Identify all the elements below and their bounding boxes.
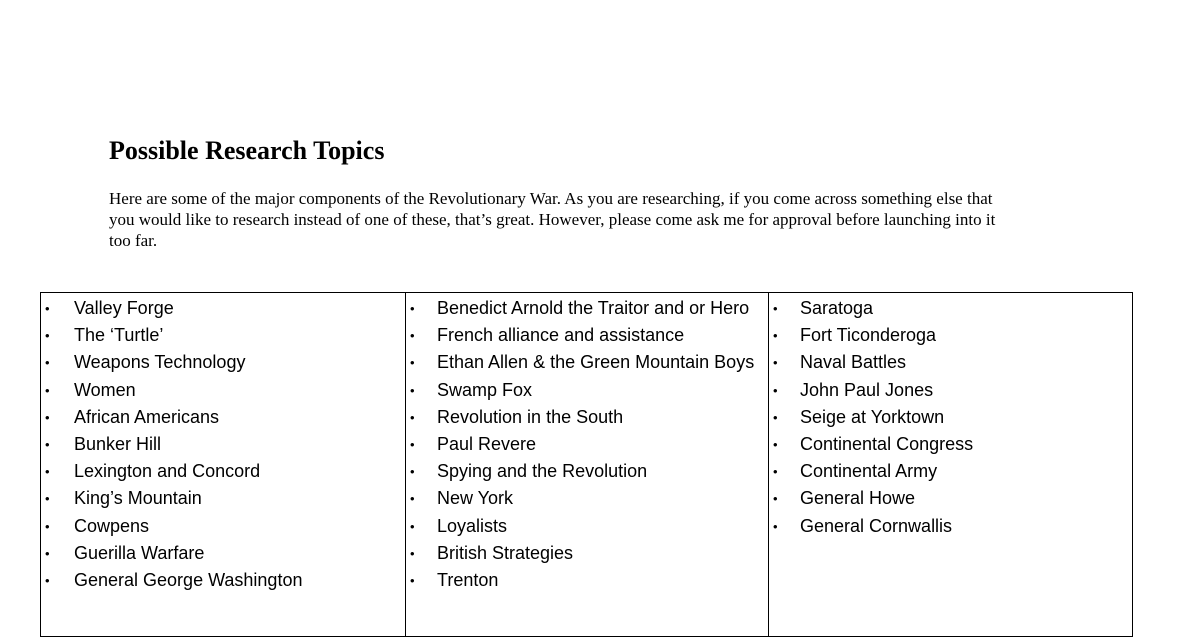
bullet-icon: • xyxy=(45,301,50,316)
topic-item xyxy=(41,485,405,512)
bullet-icon: • xyxy=(45,328,50,344)
topic-column-3 xyxy=(769,293,1132,636)
topic-label: Guerilla Warfare xyxy=(74,542,205,563)
topic-column-2 xyxy=(406,293,769,636)
topic-item xyxy=(406,295,768,322)
topic-label: John Paul Jones xyxy=(800,379,934,400)
topic-item xyxy=(41,540,405,567)
topic-label: Spying and the Revolution xyxy=(437,461,648,482)
topic-item xyxy=(406,404,768,431)
topic-label: Loyalists xyxy=(437,515,508,536)
topic-item xyxy=(406,322,768,349)
topic-item xyxy=(41,458,405,485)
intro-line: you would like to research instead of one of these, that’s great. However, please come ask me for approval before launching into it xyxy=(109,210,996,229)
bullet-icon: • xyxy=(773,464,778,480)
topic-item xyxy=(769,485,1132,512)
topic-label: French alliance and assistance xyxy=(437,325,685,346)
topic-label: Bunker Hill xyxy=(74,433,162,454)
topic-item xyxy=(41,513,405,540)
topic-item xyxy=(769,349,1132,376)
topic-label: African Americans xyxy=(74,406,220,427)
topic-item xyxy=(41,377,405,404)
topic-item xyxy=(769,513,1132,540)
bullet-icon: • xyxy=(410,572,415,588)
bullet-icon: • xyxy=(410,382,415,398)
topic-label: Revolution in the South xyxy=(437,406,624,427)
page-title: Possible Research Topics xyxy=(109,136,385,165)
topic-item xyxy=(406,377,768,404)
bullet-icon: • xyxy=(773,409,778,425)
bullet-icon: • xyxy=(410,301,415,316)
topic-item xyxy=(41,349,405,376)
topic-item xyxy=(769,322,1132,349)
topic-item xyxy=(769,295,1132,322)
bullet-icon: • xyxy=(773,328,778,344)
topic-list xyxy=(406,293,768,594)
topic-item xyxy=(41,322,405,349)
topic-item xyxy=(769,377,1132,404)
topic-label: General Howe xyxy=(800,488,916,509)
topic-label: Continental Congress xyxy=(800,433,974,454)
bullet-icon: • xyxy=(410,436,415,452)
topic-label: Weapons Technology xyxy=(74,352,246,373)
bullet-icon: • xyxy=(45,355,50,371)
topics-table xyxy=(40,292,1133,637)
topic-label: Lexington and Concord xyxy=(74,461,261,482)
intro-line: too far. xyxy=(109,231,158,250)
topic-label: Swamp Fox xyxy=(437,379,533,400)
topic-list xyxy=(769,293,1132,540)
intro-line: Here are some of the major components of the Revolutionary War. As you are researching, if you come across something else that xyxy=(109,189,993,208)
topic-label: Ethan Allen & the Green Mountain Boys xyxy=(437,352,755,373)
topic-label: Fort Ticonderoga xyxy=(800,325,937,346)
topic-list xyxy=(41,293,405,594)
topic-item xyxy=(41,404,405,431)
bullet-icon: • xyxy=(45,436,50,452)
topic-label: Valley Forge xyxy=(74,298,174,318)
topic-item xyxy=(41,295,405,322)
topic-item xyxy=(406,485,768,512)
topic-item xyxy=(406,540,768,567)
topic-label: Naval Battles xyxy=(800,352,907,373)
bullet-icon: • xyxy=(45,572,50,588)
bullet-icon: • xyxy=(410,491,415,507)
topic-label: King’s Mountain xyxy=(74,488,202,509)
bullet-icon: • xyxy=(773,301,778,316)
topic-item xyxy=(769,458,1132,485)
topic-label: Paul Revere xyxy=(437,433,537,454)
bullet-icon: • xyxy=(410,545,415,561)
bullet-icon: • xyxy=(773,491,778,507)
topic-item xyxy=(769,404,1132,431)
topic-item xyxy=(41,431,405,458)
topic-item xyxy=(406,513,768,540)
bullet-icon: • xyxy=(410,328,415,344)
topic-item xyxy=(406,349,768,376)
topic-item xyxy=(406,567,768,594)
topic-label: General George Washington xyxy=(74,569,303,590)
bullet-icon: • xyxy=(410,409,415,425)
topic-label: Seige at Yorktown xyxy=(800,406,945,427)
topic-label: Trenton xyxy=(437,569,499,590)
bullet-icon: • xyxy=(773,436,778,452)
bullet-icon: • xyxy=(45,382,50,398)
topic-label: The ‘Turtle’ xyxy=(74,325,164,346)
bullet-icon: • xyxy=(45,409,50,425)
bullet-icon: • xyxy=(773,518,778,534)
topic-label: New York xyxy=(437,488,514,509)
topic-item xyxy=(406,431,768,458)
topic-label: British Strategies xyxy=(437,542,574,563)
bullet-icon: • xyxy=(410,464,415,480)
topic-label: Continental Army xyxy=(800,461,938,482)
bullet-icon: • xyxy=(773,382,778,398)
intro-paragraph xyxy=(109,188,1079,251)
topic-column-1 xyxy=(41,293,406,636)
topic-label: Benedict Arnold the Traitor and or Hero xyxy=(437,298,750,318)
topic-label: Women xyxy=(74,379,136,400)
bullet-icon: • xyxy=(410,518,415,534)
topic-label: Saratoga xyxy=(800,298,874,318)
bullet-icon: • xyxy=(45,491,50,507)
topic-label: General Cornwallis xyxy=(800,515,953,536)
topic-item xyxy=(769,431,1132,458)
bullet-icon: • xyxy=(410,355,415,371)
bullet-icon: • xyxy=(45,518,50,534)
topic-label: Cowpens xyxy=(74,515,150,536)
bullet-icon: • xyxy=(773,355,778,371)
bullet-icon: • xyxy=(45,464,50,480)
topic-item xyxy=(406,458,768,485)
bullet-icon: • xyxy=(45,545,50,561)
topic-item xyxy=(41,567,405,594)
